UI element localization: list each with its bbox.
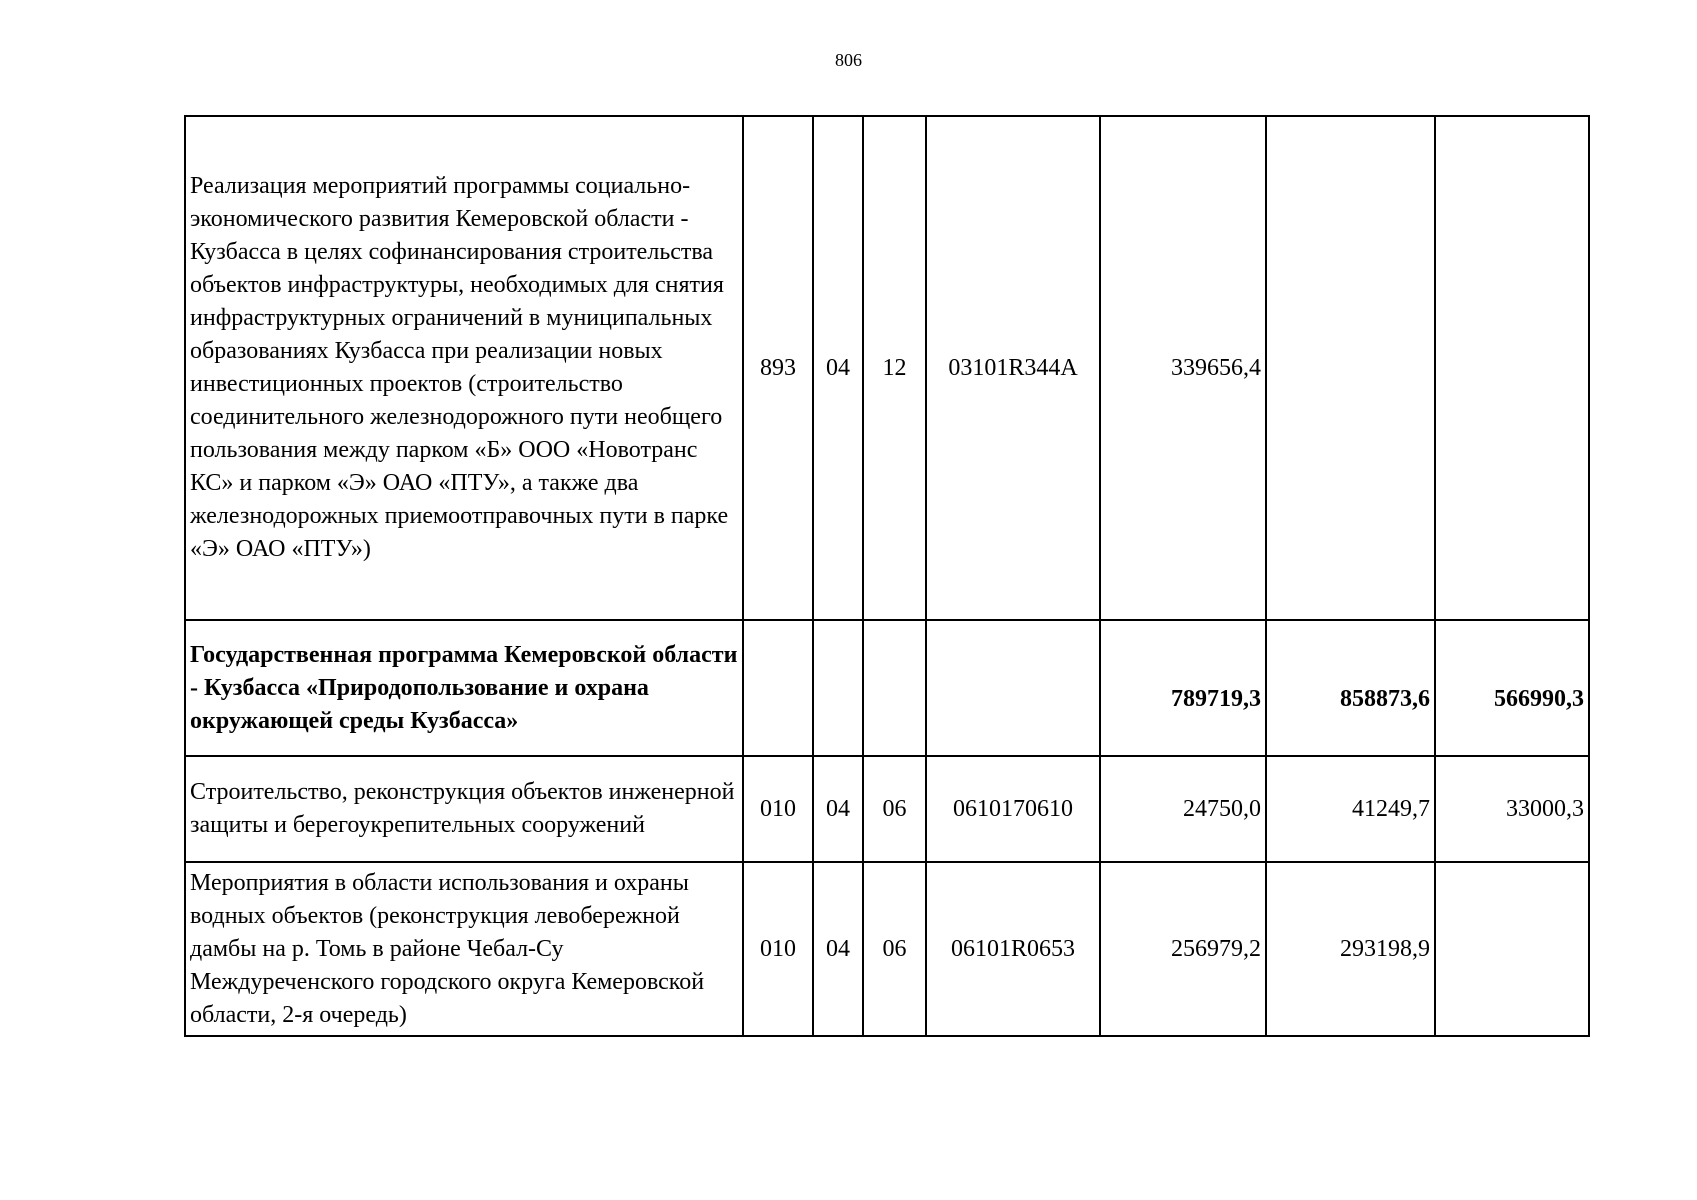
- amount-cell-3: 33000,3: [1435, 756, 1589, 862]
- amount-cell-1: 789719,3: [1100, 620, 1266, 756]
- row-name-cell: Реализация мероприятий программы социально-экономического развития Кемеровской области - Кузбасса в целях софинансирования строительства объектов инфраструктуры, необходимых для снятия инфраструктурных ограничений в муниципальных образованиях Кузбасса при реализации новых инвестиционных проектов (строительство соединительного железнодорожного пути необщего пользования между парком «Б» ООО «Новотранс КС» и парком «Э» ОАО «ПТУ», а также два железнодорожных приемоотправочных пути в парке «Э» ОАО «ПТУ»): [185, 116, 743, 620]
- section-code-cell: [813, 620, 863, 756]
- ministry-code-cell: 893: [743, 116, 813, 620]
- subsection-code-cell: [863, 620, 926, 756]
- amount-cell-2: 858873,6: [1266, 620, 1435, 756]
- table-row: [185, 756, 1589, 862]
- page-number: 806: [835, 50, 862, 70]
- amount-cell-3: [1435, 116, 1589, 620]
- subsection-code-cell: 12: [863, 116, 926, 620]
- table-row: [185, 620, 1589, 756]
- target-article-cell: [926, 620, 1100, 756]
- amount-cell-3: 566990,3: [1435, 620, 1589, 756]
- amount-cell-2: 41249,7: [1266, 756, 1435, 862]
- target-article-cell: 06101R0653: [926, 862, 1100, 1036]
- table-row: [185, 862, 1589, 1036]
- budget-table: [184, 115, 1590, 1037]
- ministry-code-cell: [743, 620, 813, 756]
- row-name-cell: Строительство, реконструкция объектов инженерной защиты и берегоукрепительных сооружений: [185, 756, 743, 862]
- row-name-cell: Государственная программа Кемеровской области - Кузбасса «Природопользование и охрана окружающей среды Кузбасса»: [185, 620, 743, 756]
- amount-cell-2: 293198,9: [1266, 862, 1435, 1036]
- amount-cell-1: 24750,0: [1100, 756, 1266, 862]
- row-name-cell: Мероприятия в области использования и охраны водных объектов (реконструкция левобережной дамбы на р. Томь в районе Чебал-Су Междуреченского городского округа Кемеровской области, 2-я очередь): [185, 862, 743, 1036]
- amount-cell-3: [1435, 862, 1589, 1036]
- table-row: [185, 116, 1589, 620]
- subsection-code-cell: 06: [863, 862, 926, 1036]
- section-code-cell: 04: [813, 756, 863, 862]
- amount-cell-2: [1266, 116, 1435, 620]
- amount-cell-1: 256979,2: [1100, 862, 1266, 1036]
- target-article-cell: 03101R344A: [926, 116, 1100, 620]
- ministry-code-cell: 010: [743, 862, 813, 1036]
- section-code-cell: 04: [813, 862, 863, 1036]
- amount-cell-1: 339656,4: [1100, 116, 1266, 620]
- section-code-cell: 04: [813, 116, 863, 620]
- subsection-code-cell: 06: [863, 756, 926, 862]
- target-article-cell: 0610170610: [926, 756, 1100, 862]
- ministry-code-cell: 010: [743, 756, 813, 862]
